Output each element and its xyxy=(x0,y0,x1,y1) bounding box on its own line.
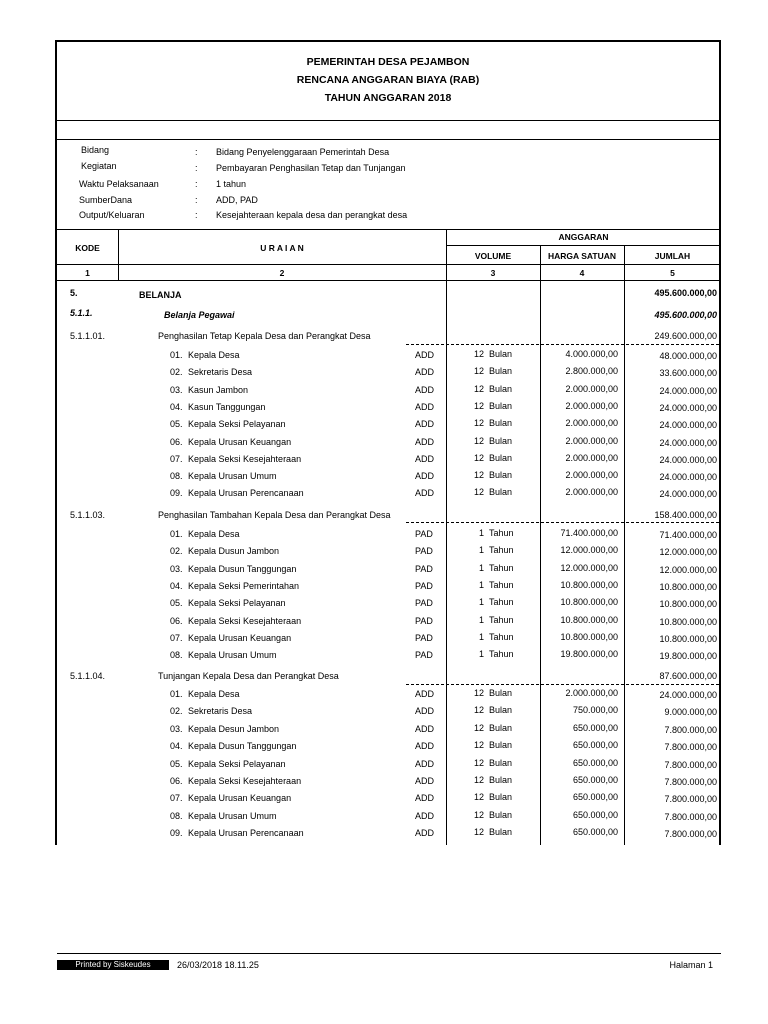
item-volume: 1 xyxy=(478,631,484,642)
item-unit-price: 650.000,00 xyxy=(572,722,618,733)
item-amount: 24.000.000,00 xyxy=(659,489,717,500)
item-name: Kepala Urusan Keuangan xyxy=(188,793,292,804)
item-unit-price: 650.000,00 xyxy=(572,740,618,751)
item-unit-price: 2.000.000,00 xyxy=(565,452,618,463)
item-unit-price: 2.800.000,00 xyxy=(565,366,618,377)
item-name: Kasun Jambon xyxy=(188,384,249,395)
item-name: Kepala Seksi Kesejahteraan xyxy=(188,453,302,464)
item-amount: 24.000.000,00 xyxy=(659,454,717,465)
header-title-1: PEMERINTAH DESA PEJAMBON xyxy=(306,56,470,68)
row-kode-group: 5.1.1.01. xyxy=(70,331,106,341)
item-unit: Tahun xyxy=(489,631,514,642)
item-unit-price: 19.800.000,00 xyxy=(560,649,618,660)
item-name: Sekretaris Desa xyxy=(188,367,253,378)
item-source: ADD xyxy=(415,367,435,378)
item-unit: Bulan xyxy=(489,827,513,838)
info-divider xyxy=(57,229,721,230)
info-label-kegiatan: Kegiatan xyxy=(81,161,117,171)
item-volume: 12 xyxy=(473,705,484,716)
item-name: Kepala Urusan Perencanaan xyxy=(188,828,304,839)
item-amount: 7.800.000,00 xyxy=(664,759,717,770)
item-volume: 1 xyxy=(478,562,484,573)
row-uraian-group: Tunjangan Kepala Desa dan Perangkat Desa xyxy=(158,671,339,681)
info-sep: : xyxy=(195,179,198,189)
item-name: Kepala Urusan Umum xyxy=(188,650,277,661)
header-harga-satuan: HARGA SATUAN xyxy=(548,251,616,261)
item-volume: 12 xyxy=(473,740,484,751)
item-name: Kepala Desa xyxy=(188,529,240,539)
item-source: ADD xyxy=(415,706,435,717)
item-amount: 7.800.000,00 xyxy=(664,777,717,787)
item-number: 09. xyxy=(170,488,183,499)
info-value-kegiatan: Pembayaran Penghasilan Tetap dan Tunjangan xyxy=(216,163,406,173)
item-unit: Tahun xyxy=(489,579,514,590)
item-name: Kepala Seksi Pelayanan xyxy=(188,758,286,769)
row-jumlah-pegawai: 495.600.000,00 xyxy=(654,310,717,320)
item-source: PAD xyxy=(415,580,433,591)
header-title-3: TAHUN ANGGARAN 2018 xyxy=(324,92,452,104)
item-unit-price: 12.000.000,00 xyxy=(560,545,618,556)
item-unit-price: 10.800.000,00 xyxy=(560,579,618,590)
item-number: 05. xyxy=(170,758,183,769)
column-number: 1 xyxy=(85,268,90,278)
item-unit: Bulan xyxy=(489,366,513,377)
item-number: 06. xyxy=(170,436,183,447)
item-amount: 48.000.000,00 xyxy=(659,351,717,361)
item-unit: Tahun xyxy=(489,528,514,538)
item-unit: Bulan xyxy=(489,722,513,733)
item-number: 07. xyxy=(170,453,183,464)
row-jumlah-group: 158.400.000,00 xyxy=(654,510,717,520)
item-source: ADD xyxy=(415,723,435,734)
row-uraian-group: Penghasilan Tambahan Kepala Desa dan Perangkat Desa xyxy=(158,510,391,520)
item-source: ADD xyxy=(415,384,435,395)
item-unit: Bulan xyxy=(489,775,513,785)
item-unit-price: 650.000,00 xyxy=(572,792,618,803)
item-volume: 12 xyxy=(473,722,484,733)
item-name: Kepala Urusan Perencanaan xyxy=(188,488,304,499)
row-kode-group: 5.1.1.04. xyxy=(70,671,106,681)
item-name: Kepala Dusun Tanggungan xyxy=(188,741,297,752)
item-amount: 24.000.000,00 xyxy=(659,690,717,700)
row-jumlah-belanja: 495.600.000,00 xyxy=(654,288,717,298)
item-source: PAD xyxy=(415,615,433,626)
item-amount: 7.800.000,00 xyxy=(664,724,717,735)
item-unit-price: 4.000.000,00 xyxy=(565,349,618,359)
item-number: 01. xyxy=(170,529,183,539)
row-kode-belanja: 5. xyxy=(70,288,78,298)
item-amount: 7.800.000,00 xyxy=(664,829,717,840)
item-source: PAD xyxy=(415,546,433,557)
item-number: 08. xyxy=(170,650,183,661)
item-amount: 24.000.000,00 xyxy=(659,420,717,431)
item-unit: Bulan xyxy=(489,349,513,359)
item-unit: Bulan xyxy=(489,452,513,463)
header-title-2: RENCANA ANGGARAN BIAYA (RAB) xyxy=(296,74,480,86)
item-name: Kepala Seksi Pemerintahan xyxy=(188,580,300,591)
item-source: ADD xyxy=(415,453,435,464)
item-unit-price: 650.000,00 xyxy=(572,827,618,838)
item-name: Kasun Tanggungan xyxy=(188,401,266,412)
item-number: 02. xyxy=(170,546,183,557)
item-name: Kepala Desun Jambon xyxy=(188,723,280,734)
item-amount: 9.000.000,00 xyxy=(664,707,717,718)
item-name: Kepala Urusan Umum xyxy=(188,471,277,482)
footer-divider xyxy=(57,953,721,954)
item-unit-price: 2.000.000,00 xyxy=(565,470,618,481)
column-number: 4 xyxy=(579,268,585,278)
header-divider xyxy=(57,139,721,140)
item-amount: 7.800.000,00 xyxy=(664,794,717,805)
row-uraian-belanja: BELANJA xyxy=(139,290,182,300)
item-source: ADD xyxy=(415,419,435,430)
item-volume: 12 xyxy=(473,452,484,463)
row-jumlah-group: 249.600.000,00 xyxy=(654,331,717,341)
item-unit: Bulan xyxy=(489,400,513,411)
item-unit-price: 71.400.000,00 xyxy=(560,528,618,538)
item-number: 02. xyxy=(170,706,183,717)
item-unit: Tahun xyxy=(489,562,514,573)
item-number: 01. xyxy=(170,350,183,360)
item-source: ADD xyxy=(415,350,435,360)
column-number: 5 xyxy=(670,268,675,278)
item-name: Kepala Desa xyxy=(188,689,240,699)
item-amount: 12.000.000,00 xyxy=(659,547,717,558)
header-kode: KODE xyxy=(75,243,100,253)
column-number: 2 xyxy=(279,268,285,278)
item-unit: Bulan xyxy=(489,705,513,716)
info-value-waktu: 1 tahun xyxy=(216,179,247,189)
anggaran-divider xyxy=(446,245,721,246)
item-volume: 1 xyxy=(478,614,484,625)
info-value-bidang: Bidang Penyelenggaraan Pemerintah Desa xyxy=(216,147,390,157)
item-unit: Bulan xyxy=(489,383,513,394)
row-uraian-group: Penghasilan Tetap Kepala Desa dan Perangkat Desa xyxy=(158,331,371,341)
item-volume: 12 xyxy=(473,435,484,446)
item-volume: 12 xyxy=(473,487,484,498)
item-number: 04. xyxy=(170,741,183,752)
column-number: 3 xyxy=(490,268,496,278)
item-number: 06. xyxy=(170,615,183,626)
item-volume: 12 xyxy=(473,827,484,838)
item-amount: 24.000.000,00 xyxy=(659,402,717,413)
item-amount: 10.800.000,00 xyxy=(659,616,717,627)
item-source: PAD xyxy=(415,563,433,574)
item-volume: 12 xyxy=(473,688,484,698)
item-number: 04. xyxy=(170,580,183,591)
row-kode-group: 5.1.1.03. xyxy=(70,510,106,520)
item-volume: 12 xyxy=(473,809,484,820)
item-amount: 33.600.000,00 xyxy=(659,368,717,379)
group-underline xyxy=(406,344,719,345)
item-volume: 12 xyxy=(473,775,484,785)
item-name: Kepala Urusan Keuangan xyxy=(188,436,292,447)
item-number: 02. xyxy=(170,367,183,378)
item-volume: 12 xyxy=(473,383,484,394)
header-jumlah: JUMLAH xyxy=(654,251,691,261)
item-number: 04. xyxy=(170,401,183,412)
item-name: Kepala Dusun Tanggungan xyxy=(188,563,297,574)
item-volume: 12 xyxy=(473,792,484,803)
item-amount: 19.800.000,00 xyxy=(659,651,717,662)
item-name: Kepala Seksi Kesejahteraan xyxy=(188,615,302,626)
item-volume: 12 xyxy=(473,470,484,481)
item-source: ADD xyxy=(415,793,435,804)
item-source: ADD xyxy=(415,401,435,412)
item-volume: 12 xyxy=(473,418,484,429)
info-sep: : xyxy=(195,163,198,173)
item-unit: Bulan xyxy=(489,435,513,446)
item-name: Kepala Desa xyxy=(188,350,240,360)
item-source: ADD xyxy=(415,828,435,839)
item-unit-price: 2.000.000,00 xyxy=(565,487,618,498)
group-underline xyxy=(406,522,719,523)
item-unit: Bulan xyxy=(489,740,513,751)
item-source: PAD xyxy=(415,650,433,661)
item-volume: 1 xyxy=(478,579,484,590)
item-unit: Tahun xyxy=(489,545,514,556)
item-unit-price: 650.000,00 xyxy=(572,809,618,820)
item-number: 07. xyxy=(170,793,183,804)
item-name: Sekretaris Desa xyxy=(188,706,253,717)
item-unit-price: 650.000,00 xyxy=(572,775,618,785)
item-number: 01. xyxy=(170,689,183,699)
item-unit: Bulan xyxy=(489,809,513,820)
item-source: ADD xyxy=(415,741,435,752)
table-header-divider xyxy=(57,264,721,265)
info-sep: : xyxy=(195,195,198,205)
item-source: PAD xyxy=(415,598,433,609)
item-unit: Tahun xyxy=(489,597,514,608)
item-source: PAD xyxy=(415,529,433,539)
info-sep: : xyxy=(195,210,198,220)
item-amount: 7.800.000,00 xyxy=(664,811,717,822)
item-unit: Bulan xyxy=(489,792,513,803)
item-source: ADD xyxy=(415,436,435,447)
item-unit: Bulan xyxy=(489,487,513,498)
item-unit-price: 12.000.000,00 xyxy=(560,562,618,573)
header-volume: VOLUME xyxy=(474,251,512,261)
item-number: 09. xyxy=(170,828,183,839)
row-kode-pegawai: 5.1.1. xyxy=(70,308,93,318)
info-label-waktu: Waktu Pelaksanaan xyxy=(79,179,159,189)
printed-by-badge: Printed by Siskeudes xyxy=(57,960,169,970)
item-volume: 1 xyxy=(478,545,484,556)
info-value-output: Kesejahteraan kepala desa dan perangkat desa xyxy=(216,210,408,220)
item-name: Kepala Seksi Pelayanan xyxy=(188,598,286,609)
item-volume: 12 xyxy=(473,400,484,411)
item-amount: 24.000.000,00 xyxy=(659,472,717,483)
item-volume: 12 xyxy=(473,757,484,768)
item-unit-price: 650.000,00 xyxy=(572,757,618,768)
item-number: 05. xyxy=(170,419,183,430)
item-number: 08. xyxy=(170,471,183,482)
info-label-output: Output/Keluaran xyxy=(79,210,145,220)
item-unit-price: 2.000.000,00 xyxy=(565,383,618,394)
item-unit-price: 2.000.000,00 xyxy=(565,688,618,698)
item-unit-price: 10.800.000,00 xyxy=(560,631,618,642)
info-value-sumberdana: ADD, PAD xyxy=(216,195,258,205)
item-volume: 12 xyxy=(473,349,484,359)
item-volume: 12 xyxy=(473,366,484,377)
item-unit-price: 2.000.000,00 xyxy=(565,435,618,446)
item-source: PAD xyxy=(415,632,433,643)
item-volume: 1 xyxy=(478,649,484,660)
item-unit: Bulan xyxy=(489,757,513,768)
item-unit: Bulan xyxy=(489,470,513,481)
item-unit: Tahun xyxy=(489,649,514,660)
item-amount: 10.800.000,00 xyxy=(659,581,717,592)
item-name: Kepala Urusan Keuangan xyxy=(188,632,292,643)
print-timestamp: 26/03/2018 18.11.25 xyxy=(177,960,259,970)
item-volume: 1 xyxy=(478,528,484,538)
header-anggaran: ANGGARAN xyxy=(558,232,609,242)
row-uraian-pegawai: Belanja Pegawai xyxy=(164,310,235,320)
item-number: 08. xyxy=(170,810,183,821)
item-number: 05. xyxy=(170,598,183,609)
header-uraian: U R A I A N xyxy=(260,243,304,253)
item-number: 03. xyxy=(170,384,183,395)
item-amount: 10.800.000,00 xyxy=(659,599,717,610)
item-amount: 71.400.000,00 xyxy=(659,530,717,540)
info-label-sumberdana: SumberDana xyxy=(79,195,133,205)
info-sep: : xyxy=(195,147,198,157)
item-source: ADD xyxy=(415,488,435,499)
item-unit-price: 750.000,00 xyxy=(572,705,618,716)
item-amount: 24.000.000,00 xyxy=(659,437,717,448)
row-jumlah-group: 87.600.000,00 xyxy=(659,671,717,681)
item-amount: 12.000.000,00 xyxy=(659,564,717,575)
item-unit: Bulan xyxy=(489,418,513,429)
page-number: Halaman 1 xyxy=(669,960,713,970)
item-amount: 7.800.000,00 xyxy=(664,742,717,753)
item-name: Kepala Urusan Umum xyxy=(188,810,277,821)
column-number-divider xyxy=(57,280,721,281)
item-unit-price: 2.000.000,00 xyxy=(565,418,618,429)
item-source: ADD xyxy=(415,810,435,821)
item-unit: Bulan xyxy=(489,688,513,698)
item-amount: 24.000.000,00 xyxy=(659,385,717,396)
item-source: ADD xyxy=(415,758,435,769)
info-label-bidang: Bidang xyxy=(81,145,110,155)
item-name: Kepala Seksi Kesejahteraan xyxy=(188,776,302,786)
item-number: 03. xyxy=(170,563,183,574)
item-unit-price: 10.800.000,00 xyxy=(560,597,618,608)
item-unit-price: 2.000.000,00 xyxy=(565,400,618,411)
item-name: Kepala Seksi Pelayanan xyxy=(188,419,286,430)
item-name: Kepala Dusun Jambon xyxy=(188,546,280,557)
item-unit-price: 10.800.000,00 xyxy=(560,614,618,625)
item-source: ADD xyxy=(415,776,435,786)
item-number: 03. xyxy=(170,723,183,734)
document-frame xyxy=(55,40,721,845)
item-number: 07. xyxy=(170,632,183,643)
header-divider xyxy=(57,120,721,121)
group-underline xyxy=(406,684,719,685)
item-source: ADD xyxy=(415,471,435,482)
item-volume: 1 xyxy=(478,597,484,608)
item-unit: Tahun xyxy=(489,614,514,625)
item-number: 06. xyxy=(170,776,183,786)
item-amount: 10.800.000,00 xyxy=(659,633,717,644)
item-source: ADD xyxy=(415,689,435,699)
